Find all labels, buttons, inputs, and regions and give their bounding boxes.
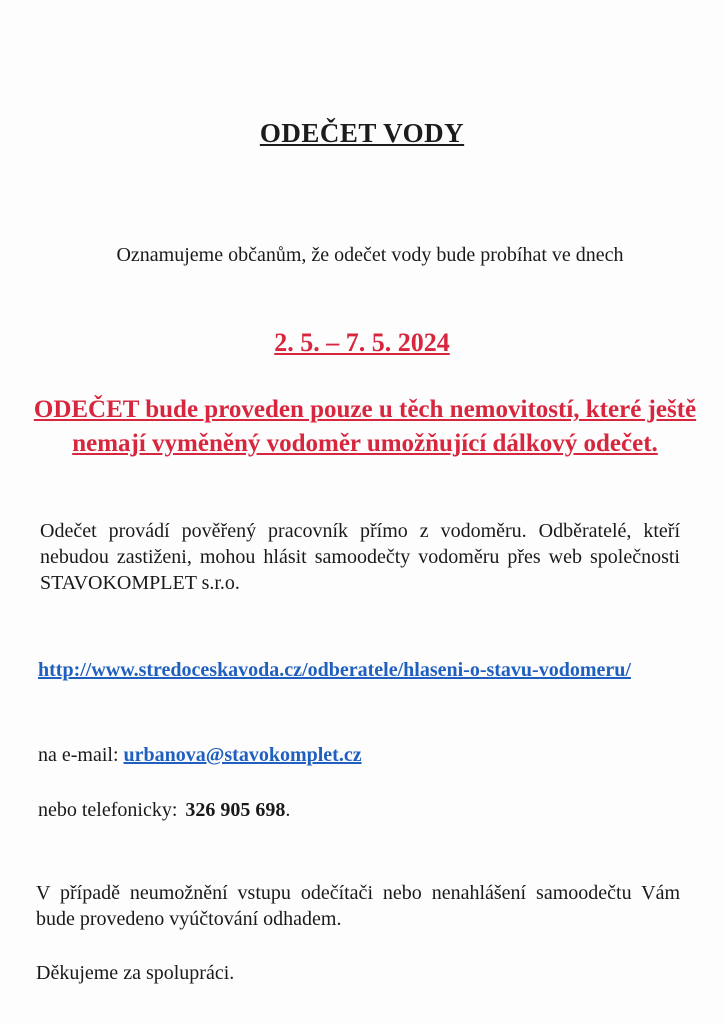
reading-info-paragraph: Odečet provádí pověřený pracovník přímo z vodoměru. Odběratelé, kteří nebudou zastiženi, mohou hlásit samoodečty vodoměru přes web společnosti STAVOKOMPLET s.r.o. bbox=[40, 520, 680, 594]
phone-number: 326 905 698 bbox=[185, 799, 286, 821]
estimate-paragraph: V případě neumožnění vstupu odečítači nebo nenahlášení samoodečtu Vám bude provedeno vyúčtování odhadem. bbox=[36, 882, 680, 930]
intro-text: Oznamujeme občanům, že odečet vody bude probíhat ve dnech bbox=[116, 244, 624, 266]
email-line bbox=[38, 744, 362, 767]
email-link[interactable]: urbanova@stavokomplet.cz bbox=[123, 744, 362, 766]
important-notice: ODEČET bude proveden pouze u těch nemovitostí, které ještě nemají vyměněný vodoměr umožňující dálkový odečet. bbox=[33, 396, 697, 457]
phone-label: nebo telefonicky: bbox=[38, 799, 178, 821]
thanks-text: Děkujeme za spolupráci. bbox=[36, 962, 235, 984]
document-title: ODEČET VODY bbox=[259, 118, 465, 148]
phone-line bbox=[38, 799, 290, 822]
email-label: na e-mail: bbox=[38, 744, 119, 766]
report-meter-link[interactable]: http://www.stredoceskavoda.cz/odberatele/hlaseni-o-stavu-vodomeru/ bbox=[38, 659, 631, 681]
reading-dates: 2. 5. – 7. 5. 2024 bbox=[274, 328, 450, 357]
phone-suffix: . bbox=[285, 799, 291, 821]
